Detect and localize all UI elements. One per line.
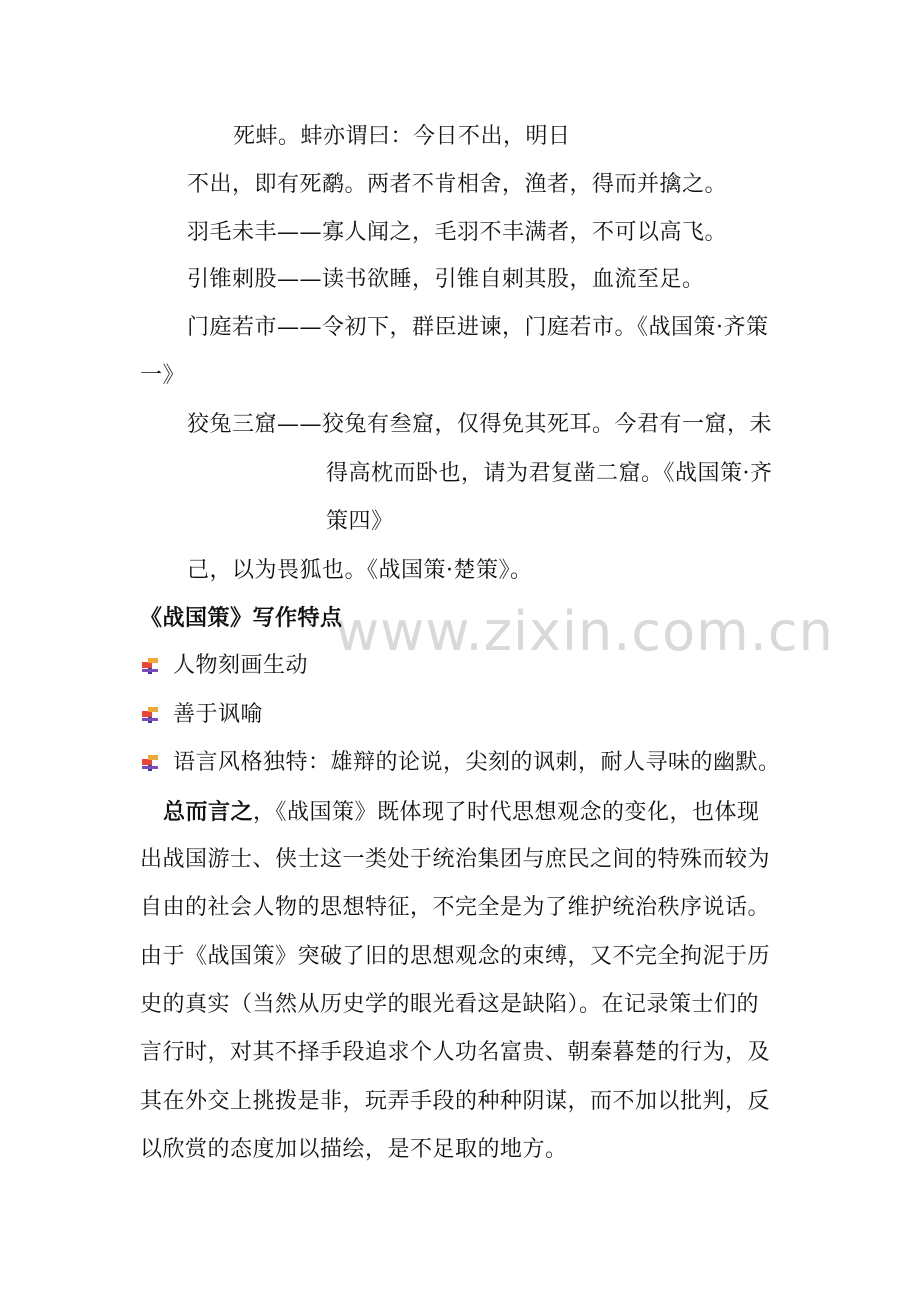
summary-line-1: [163, 797, 760, 828]
feature-item-3: 语言风格独特：雄辩的论说，尖刻的讽刺，耐人寻味的幽默。: [173, 750, 781, 775]
summary-lead: 总而言之: [163, 799, 254, 825]
feature-item-2: 善于讽喻: [173, 702, 264, 727]
idiom-line-4: 一》: [140, 363, 186, 388]
summary-line-5: 史的真实（当然从历史学的眼光看这是缺陷）。在记录策士们的: [140, 992, 760, 1017]
section-heading: 《战国策》写作特点: [140, 605, 343, 631]
summary-line-3: 自由的社会人物的思想特征，不完全是为了维护统治秩序说话。: [140, 895, 771, 920]
summary-line-4: 由于《战国策》突破了旧的思想观念的束缚，又不完全拘泥于历: [140, 944, 771, 969]
bullet-icon: [140, 753, 160, 773]
idiom-line-2: 引锥刺股——读书欲睡，引锥自刺其股，血流至足。: [187, 267, 705, 292]
summary-line-7: 其在外交上挑拨是非，玩弄手段的种种阴谋，而不加以批判，反: [140, 1089, 771, 1114]
poem-line-1: 死蚌。蚌亦谓曰：今日不出，明日: [233, 124, 571, 149]
poem-line-2: 不出，即有死鹬。两者不肯相舍，渔者，得而并擒之。: [187, 172, 728, 197]
idiom-line-7: 策四》: [326, 509, 394, 534]
summary-line-8: 以欣赏的态度加以描绘，是不足取的地方。: [140, 1137, 568, 1162]
watermark: www.zixin.com.cn: [335, 600, 834, 663]
idiom-line-5: 狡兔三窟——狡兔有叁窟，仅得免其死耳。今君有一窟，未: [187, 412, 773, 437]
feature-item-1: 人物刻画生动: [173, 653, 309, 678]
summary-line-2: 出战国游士、侠士这一类处于统治集团与庶民之间的特殊而较为: [140, 847, 771, 872]
idiom-line-6: 得高枕而卧也，请为君复凿二窟。《战国策·齐: [326, 461, 773, 486]
idiom-line-3: 门庭若市——令初下，群臣进谏，门庭若市。《战国策·齐策: [187, 315, 769, 340]
summary-line-6: 言行时，对其不择手段追求个人功名富贵、朝秦暮楚的行为，及: [140, 1040, 771, 1065]
idiom-line-8: 己，以为畏狐也。《战国策·楚策》。: [187, 558, 533, 583]
bullet-icon: [140, 656, 160, 676]
summary-first-rest: ，《战国策》既体现了时代思想观念的变化，也体现: [253, 800, 760, 825]
idiom-line-1: 羽毛未丰——寡人闻之，毛羽不丰满者，不可以高飞。: [187, 220, 728, 245]
bullet-icon: [140, 705, 160, 725]
